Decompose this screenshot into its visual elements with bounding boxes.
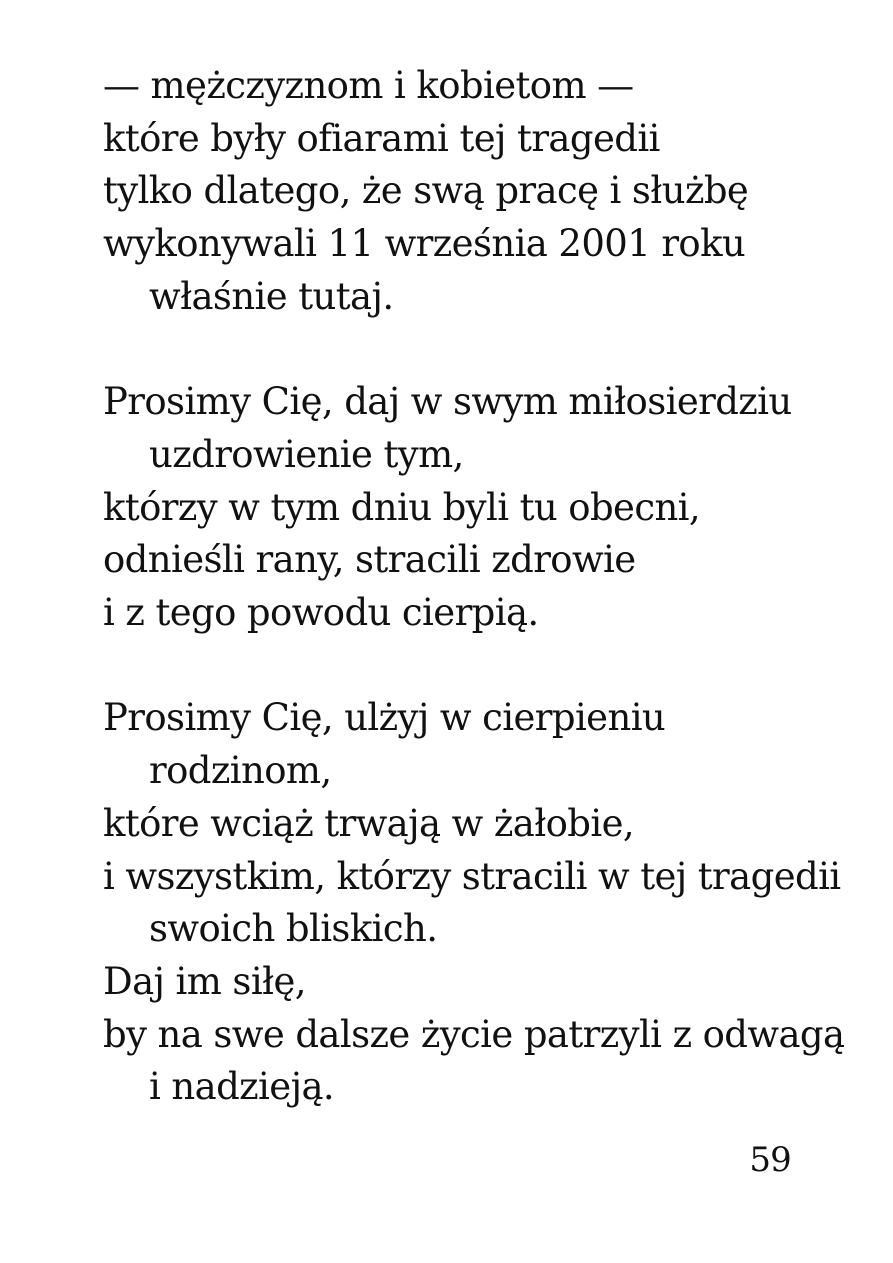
text-line: odnieśli rany, stracili zdrowie (103, 538, 636, 582)
page-number: 59 (749, 1140, 791, 1180)
text-line: wykonywali 11 września 2001 roku (103, 222, 746, 266)
stanza-2 (103, 376, 823, 640)
text-line-indented: swoich bliskich. (149, 907, 438, 951)
prayer-text (103, 60, 845, 1114)
text-line: Prosimy Cię, daj w swym miłosierdziu (103, 380, 792, 424)
text-line: by na swe dalsze życie patrzyli z odwagą (103, 1012, 845, 1056)
text-line: Daj im siłę, (103, 959, 306, 1003)
text-line: którzy w tym dniu byli tu obecni, (103, 485, 701, 529)
text-line-indented: uzdrowienie tym, (149, 432, 464, 476)
text-line-indented: i nadzieją. (149, 1065, 335, 1109)
text-line: i wszystkim, którzy stracili w tej tragedii (103, 854, 841, 898)
text-line: — mężczyznom i kobietom — (103, 64, 634, 107)
text-line-indented: właśnie tutaj. (149, 274, 394, 318)
text-line: tylko dlatego, że swą pracę i służbę (103, 169, 749, 213)
text-line: Prosimy Cię, ulżyj w cierpieniu (103, 696, 666, 740)
stanza-3 (103, 692, 845, 1114)
text-line-indented: rodzinom, (149, 749, 332, 793)
text-line: które wciąż trwają w żałobie, (103, 801, 635, 845)
text-line: i z tego powodu cierpią. (103, 591, 539, 635)
text-line: które były ofiarami tej tragedii (103, 116, 660, 160)
stanza-1 (103, 60, 823, 324)
